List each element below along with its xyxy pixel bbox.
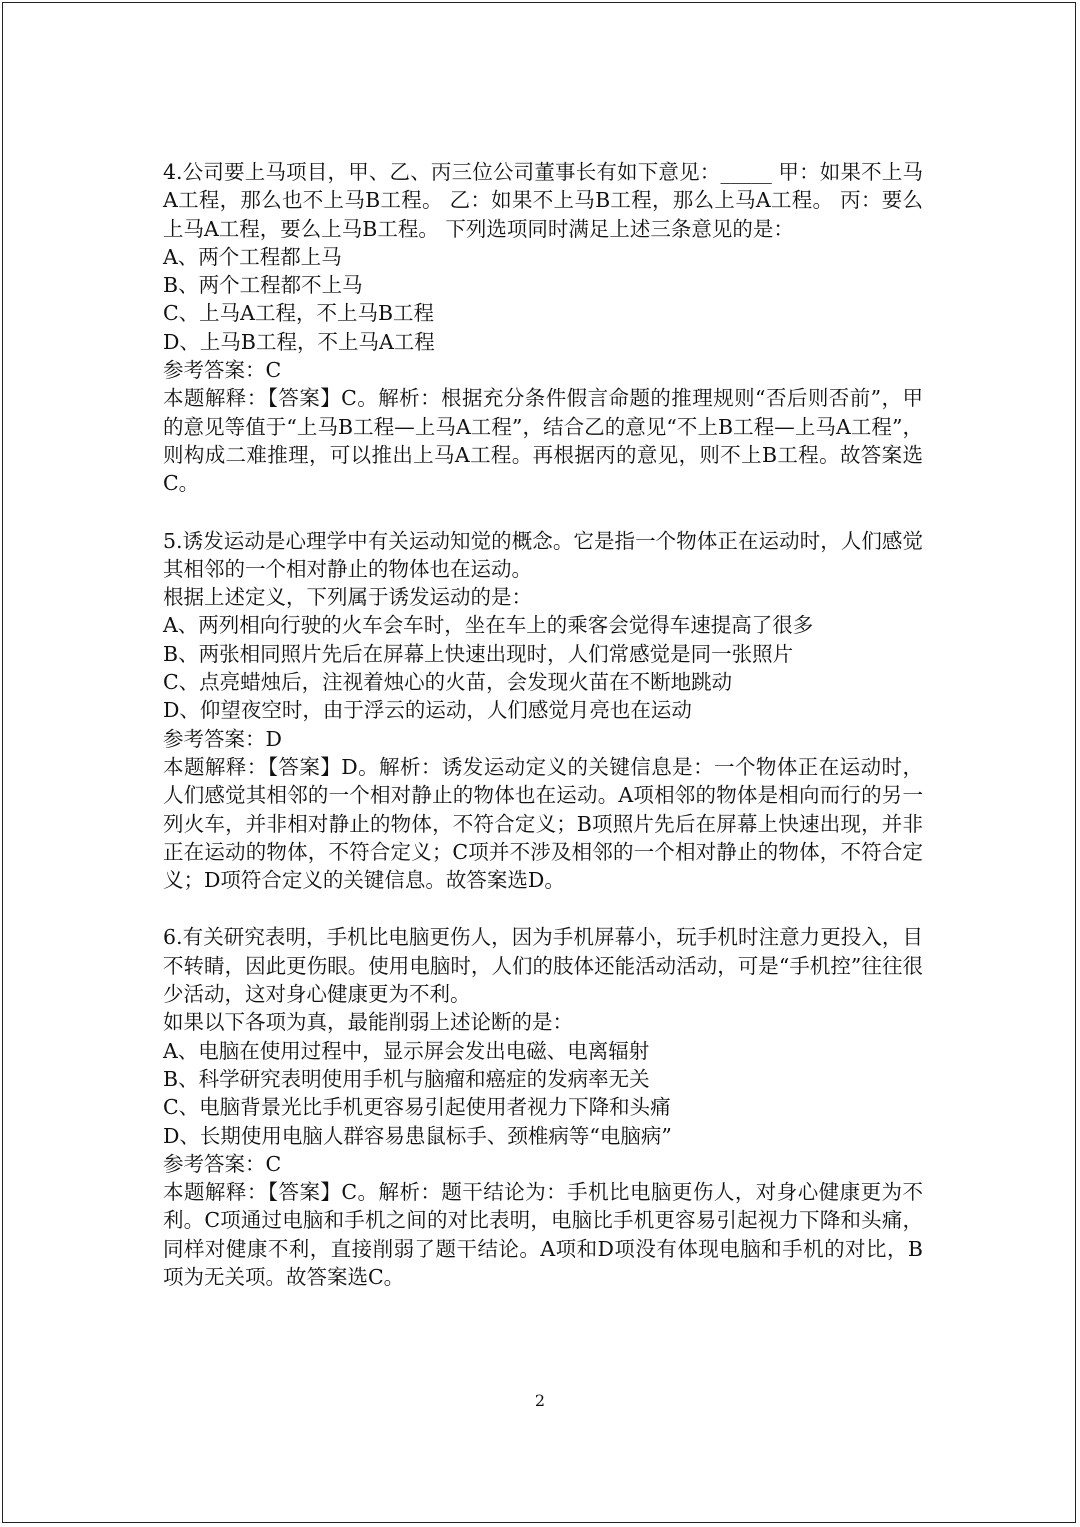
- question-stem: 5.诱发运动是心理学中有关运动知觉的概念。它是指一个物体正在运动时，人们感觉其相邻的一个相对静止的物体也在运动。: [163, 528, 923, 581]
- question-6: [163, 923, 923, 1291]
- option-a: A、两列相向行驶的火车会车时，坐在车上的乘客会觉得车速提高了很多: [163, 613, 814, 638]
- option-b: B、两个工程都不上马: [163, 273, 363, 298]
- question-5: [163, 527, 923, 895]
- option-c: C、点亮蜡烛后，注视着烛心的火苗，会发现火苗在不断地跳动: [163, 670, 733, 695]
- option-d: D、仰望夜空时，由于浮云的运动，人们感觉月亮也在运动: [163, 698, 692, 723]
- document-body: [163, 158, 923, 1291]
- answer-explanation: 本题解释：【答案】D。解析：诱发运动定义的关键信息是：一个物体正在运动时，人们感觉其相邻的一个相对静止的物体也在运动。A项相邻的物体是相向而行的另一列火车，并非相对静止的物体，不符合定义；B项照片先后在屏幕上快速出现，并非正在运动的物体，不符合定义；C项并不涉及相邻的一个相对静止的物体，不符合定义；D项符合定义的关键信息。故答案选D。: [163, 754, 923, 893]
- reference-answer: 参考答案：C: [163, 358, 282, 383]
- page-number: 2: [534, 1391, 546, 1410]
- answer-explanation: 本题解释：【答案】C。解析：题干结论为：手机比电脑更伤人，对身心健康更为不利。C项通过电脑和手机之间的对比表明，电脑比手机更容易引起视力下降和头痛，同样对健康不利，直接削弱了题干结论。A项和D项没有体现电脑和手机的对比，B项为无关项。故答案选C。: [163, 1180, 923, 1289]
- option-a: A、两个工程都上马: [163, 244, 342, 269]
- option-b: B、两张相同照片先后在屏幕上快速出现时，人们常感觉是同一张照片: [163, 641, 794, 666]
- option-b: B、科学研究表明使用手机与脑瘤和癌症的发病率无关: [163, 1066, 650, 1091]
- option-d: D、上马B工程，不上马A工程: [163, 329, 435, 354]
- reference-answer: 参考答案：C: [163, 1151, 282, 1176]
- question-prompt: 根据上述定义，下列属于诱发运动的是：: [163, 585, 532, 610]
- option-d: D、长期使用电脑人群容易患鼠标手、颈椎病等“电脑病”: [163, 1123, 672, 1148]
- question-prompt: 如果以下各项为真，最能削弱上述论断的是：: [163, 1010, 573, 1035]
- question-stem: 4.公司要上马项目，甲、乙、丙三位公司董事长有如下意见：_____ 甲：如果不上马A工程，那么也不上马B工程。 乙：如果不上马B工程，那么上马A工程。 丙：要么上马A工程，要么上马B工程。 下列选项同时满足上述三条意见的是：: [163, 160, 923, 241]
- reference-answer: 参考答案：D: [163, 726, 282, 751]
- answer-explanation: 本题解释：【答案】C。解析：根据充分条件假言命题的推理规则“否后则否前”，甲的意见等值于“上马B工程—上马A工程”，结合乙的意见“不上B工程—上马A工程”，则构成二难推理，可以推出上马A工程。再根据丙的意见，则不上B工程。故答案选C。: [163, 386, 923, 496]
- question-stem: 6.有关研究表明，手机比电脑更伤人，因为手机屏幕小，玩手机时注意力更投入，目不转睛，因此更伤眼。使用电脑时，人们的肢体还能活动活动，可是“手机控”往往很少活动，这对身心健康更为不利。: [163, 925, 923, 1007]
- option-c: C、上马A工程，不上马B工程: [163, 301, 435, 326]
- option-a: A、电脑在使用过程中，显示屏会发出电磁、电离辐射: [163, 1038, 650, 1063]
- question-4: [163, 158, 923, 498]
- option-c: C、电脑背景光比手机更容易引起使用者视力下降和头痛: [163, 1095, 671, 1120]
